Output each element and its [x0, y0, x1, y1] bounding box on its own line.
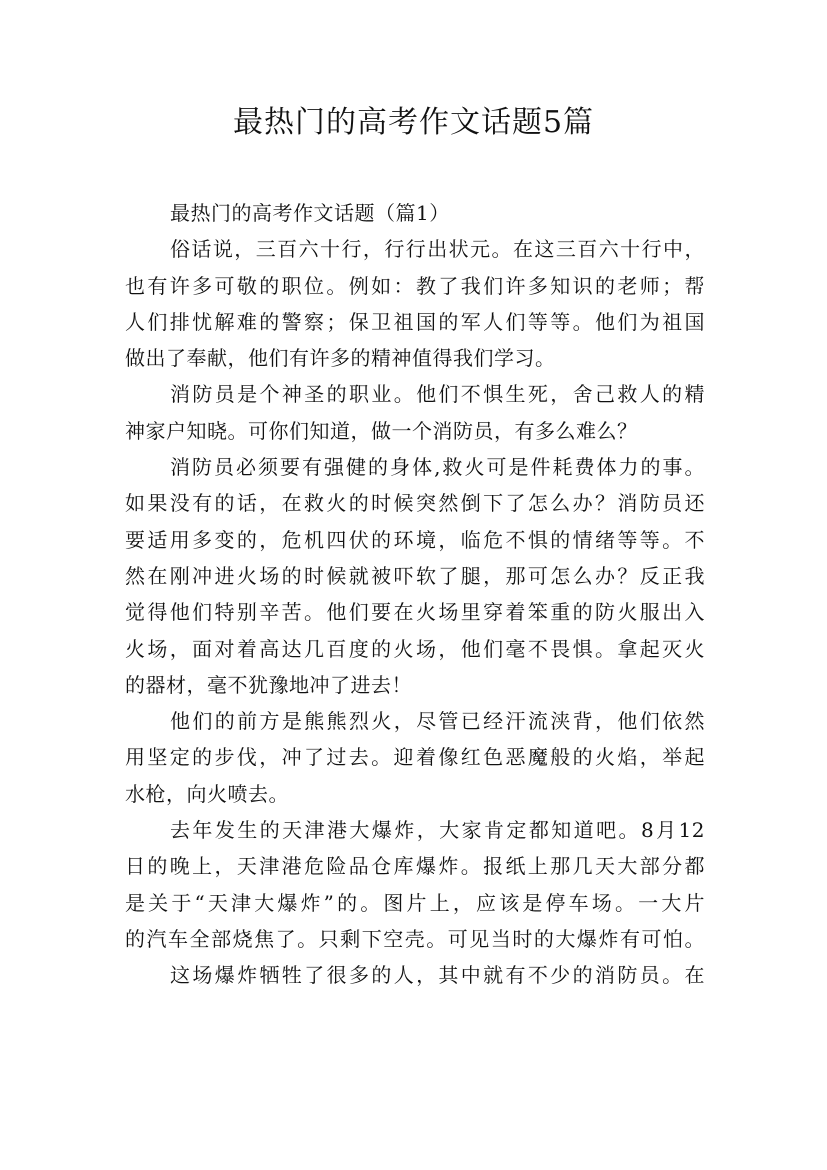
text-line: 做出了奉献，他们有许多的精神值得我们学习。: [125, 346, 556, 371]
text-line: 觉得他们特别辛苦。他们要在火场里穿着笨重的防火服出入: [125, 600, 705, 625]
text-line: 是关于“天津大爆炸”的。图片上，应该是停车场。一大片: [125, 890, 705, 915]
text-line: 消防员必须要有强健的身体,救火可是件耗费体力的事。: [170, 455, 705, 480]
text-line: 这场爆炸牺牲了很多的人，其中就有不少的消防员。在: [170, 963, 705, 988]
document-body: [125, 195, 705, 994]
text-line: 然在刚冲进火场的时候就被吓软了腿，那可怎么办？反正我: [125, 563, 705, 588]
text-line: 的汽车全部烧焦了。只剩下空壳。可见当时的大爆炸有可怕。: [125, 926, 705, 951]
text-line: 如果没有的话，在救火的时候突然倒下了怎么办？消防员还: [125, 491, 705, 516]
text-line: 日的晚上，天津港危险品仓库爆炸。报纸上那几天大部分都: [125, 854, 705, 879]
text-line: 俗话说，三百六十行，行行出状元。在这三百六十行中，: [170, 237, 705, 262]
text-line: 用坚定的步伐，冲了过去。迎着像红色恶魔般的火焰，举起: [125, 745, 705, 770]
text-line: 神家户知晓。可你们知道，做一个消防员，有多么难么？: [125, 418, 638, 443]
text-line: 人们排忧解难的警察；保卫祖国的军人们等等。他们为祖国: [125, 309, 705, 334]
text-line: 火场，面对着高达几百度的火场，他们毫不畏惧。拿起灭火: [125, 636, 705, 661]
text-line: 最热门的高考作文话题（篇1）: [170, 201, 450, 225]
document-title: 最热门的高考作文话题5篇: [232, 105, 595, 140]
text-line: 他们的前方是熊熊烈火，尽管已经汗流浃背，他们依然: [170, 709, 705, 734]
text-line: 水枪，向火喷去。: [125, 781, 289, 806]
text-line: 要适用多变的，危机四伏的环境，临危不惧的情绪等等。不: [125, 527, 705, 552]
text-line: 去年发生的天津港大爆炸，大家肯定都知道吧。8月12: [170, 818, 705, 843]
text-line: 也有许多可敬的职位。例如：教了我们许多知识的老师；帮: [125, 273, 705, 298]
text-line: 的器材，毫不犹豫地冲了进去！: [125, 672, 412, 697]
text-line: 消防员是个神圣的职业。他们不惧生死，舍己救人的精: [170, 382, 705, 407]
